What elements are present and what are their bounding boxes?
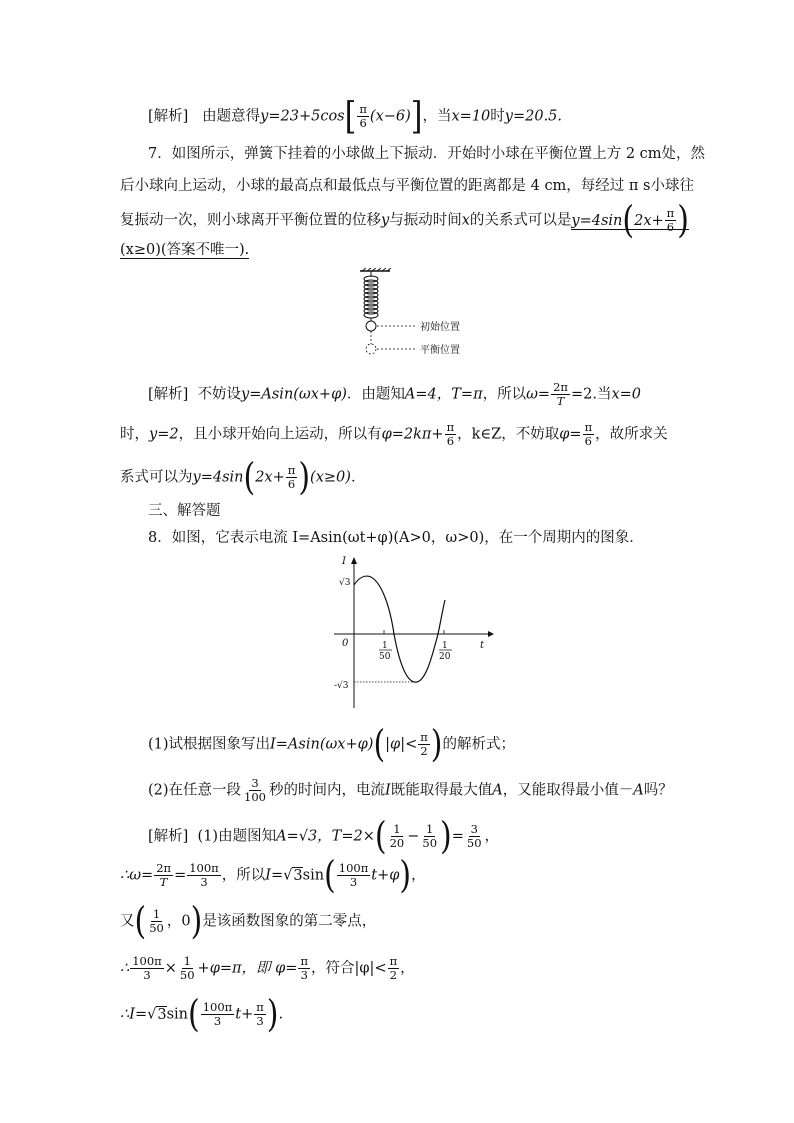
text: ，所以: [221, 867, 266, 884]
text: 吗？: [643, 782, 673, 799]
fraction: [445, 421, 457, 448]
fraction: [187, 862, 221, 889]
math: A=√3，T=2×: [276, 828, 375, 845]
x2-numerator: 1: [442, 641, 448, 651]
paren-right: ): [298, 455, 311, 499]
numerator: 100π: [338, 861, 369, 875]
p7-analysis-line-2: [120, 421, 668, 448]
denominator: 50: [179, 968, 195, 982]
numerator: π: [666, 206, 675, 220]
numerator: 1: [183, 954, 191, 968]
math: y=4sin: [571, 212, 623, 229]
fraction: [388, 823, 407, 850]
numerator: 100π: [132, 954, 162, 968]
p8-sol-1: [148, 814, 500, 858]
denominator: 50: [149, 921, 164, 935]
math: ∴I=: [120, 1006, 148, 1023]
paren-left: (: [324, 853, 336, 897]
math: y: [381, 212, 390, 229]
numerator: 100π: [202, 1000, 233, 1014]
fraction: [551, 381, 570, 408]
p8-statement: 8．如图，它表示电流 I=Asin(ωt+φ)(A>0，ω>0)，在一个周期内的图象．: [148, 530, 644, 546]
text: =: [451, 828, 464, 845]
ball-equilibrium: [366, 344, 376, 354]
text: ×: [164, 960, 177, 977]
math: t+φ: [371, 867, 400, 884]
denominator: 3: [213, 1014, 222, 1028]
text: sin: [166, 1006, 189, 1023]
math: y=20.5.: [504, 108, 563, 125]
p8-sol-4: [120, 955, 415, 982]
numerator: π: [389, 954, 398, 968]
numerator: 1: [393, 822, 401, 836]
text: 既能取得最大值: [390, 782, 493, 799]
sqrt-radicand: 3: [157, 1006, 167, 1023]
math: y=2: [149, 426, 179, 443]
text: .: [278, 1006, 284, 1023]
prev-analysis-line: [148, 94, 563, 138]
denominator: 100: [244, 790, 266, 804]
denominator: 3: [349, 875, 358, 889]
math: A=4，T=π: [404, 386, 483, 403]
t-axis-label: t: [480, 640, 485, 651]
math: φ=2kπ+: [381, 426, 444, 443]
numerator: 1: [152, 907, 161, 921]
paren-left: (: [134, 899, 147, 943]
text: ，: [411, 867, 426, 884]
p7-line-2: 后小球向上运动，小球的最高点和最低点与平衡位置的距离都是 4 cm，每经过 π s小球往: [120, 178, 694, 194]
fraction: [154, 862, 173, 889]
paren-right: ): [430, 722, 443, 766]
fraction: [465, 823, 484, 850]
p7-line-3: [120, 198, 689, 242]
fraction: [337, 862, 371, 889]
fraction: [242, 777, 268, 804]
paren-left: (: [374, 814, 387, 858]
numerator: π: [446, 420, 455, 434]
math: 2x+: [634, 212, 664, 229]
denominator: T: [159, 875, 168, 889]
numerator: 1: [426, 822, 434, 836]
text: 又: [120, 913, 135, 930]
math: ω=: [526, 386, 551, 403]
text: (1)试根据图象写出: [148, 736, 271, 753]
fraction: [665, 207, 677, 234]
denominator: 2: [420, 744, 428, 758]
text: (2)在任意一段: [148, 782, 242, 799]
text: −: [407, 828, 420, 845]
text: ，: [484, 828, 500, 845]
text: =2.当: [570, 386, 612, 403]
text: 与振动时间: [389, 212, 462, 229]
math: t+: [235, 1006, 254, 1023]
numerator: π: [287, 463, 296, 477]
text: sin: [302, 867, 325, 884]
fraction: [583, 421, 595, 448]
math: φ=: [559, 426, 582, 443]
p8-sol-2: ∴ω= $\frac{2\pi}{T}$ = $\frac{100\pi}{3}$ ，所以I=√3sin( $\frac{100\pi}{3}$ t+φ)，: [120, 853, 426, 897]
numerator: π: [359, 102, 367, 116]
denominator: 6: [446, 434, 455, 448]
p7-line-4: [120, 239, 249, 261]
fraction: [201, 1001, 235, 1028]
equilibrium-position-label: 平衡位置: [420, 345, 460, 356]
p7-line-1: 7．如图所示，弹簧下挂着的小球做上下振动．开始时小球在平衡位置上方 2 cm处，然: [148, 146, 706, 162]
paren-left: (: [622, 198, 635, 242]
p8-q1: [148, 722, 516, 766]
math: |φ|<: [385, 736, 418, 753]
p7-analysis-line-3: [120, 455, 366, 499]
answer-continued: (x≥0)(答案不唯一).: [120, 242, 250, 258]
denominator: 3: [200, 875, 208, 889]
denominator: 6: [287, 477, 296, 491]
analysis-label: [解析]: [148, 386, 189, 403]
section-heading: 三、解答题: [148, 503, 221, 519]
denominator: 3: [143, 968, 151, 982]
y-top-label: √3: [339, 578, 351, 588]
spring-coil: [364, 276, 378, 318]
math: 2x+: [255, 469, 285, 486]
ball-initial: [366, 321, 376, 331]
text: ，当: [422, 108, 452, 125]
x1-numerator: 1: [382, 641, 388, 651]
paren-right: ): [440, 814, 452, 858]
text: 的关系式可以是: [469, 212, 572, 229]
denominator: 6: [359, 116, 367, 130]
text: 时: [490, 108, 505, 125]
numerator: π: [300, 954, 309, 968]
text: ，且小球开始向上运动，所以有: [178, 426, 382, 443]
text: 由题意得: [202, 108, 261, 125]
fraction: [178, 955, 197, 982]
p8-q2: [148, 777, 673, 804]
math: I: [385, 782, 391, 799]
numerator: π: [584, 420, 593, 434]
text: 不妨设: [197, 386, 242, 403]
fraction: [357, 103, 369, 130]
numerator: 2π: [553, 380, 568, 394]
text: 秒的时间内，电流: [269, 782, 385, 799]
sqrt-radicand: 3: [293, 867, 303, 884]
bracket-right: ]: [410, 94, 423, 138]
numerator: 100π: [189, 861, 219, 875]
initial-position-label: 初始位置: [420, 322, 460, 333]
paren-left: (: [188, 992, 200, 1036]
spring-figure: [350, 268, 490, 360]
denominator: 3: [300, 968, 308, 982]
fraction: [130, 955, 164, 982]
text: ，: [400, 960, 415, 977]
paren-right: ): [266, 992, 279, 1036]
numerator: π: [256, 1000, 264, 1014]
text: ，故所求关: [595, 426, 668, 443]
y-bottom-label: -√3: [334, 681, 349, 691]
math: I=: [265, 867, 284, 884]
fraction: [418, 731, 430, 758]
math: I=Asin(ωx+φ): [270, 736, 374, 753]
text: 复振动一次，则小球离开平衡位置的位移: [120, 212, 381, 229]
math: x=10: [451, 108, 491, 125]
math: x=0: [611, 386, 642, 403]
fraction: [254, 1001, 266, 1028]
origin-label: 0: [342, 638, 349, 649]
text: ，又能取得最小值－: [502, 782, 634, 799]
fraction: [298, 955, 310, 982]
paren-left: (: [373, 722, 386, 766]
denominator: 6: [584, 434, 592, 448]
math: y=23+5cos: [260, 108, 345, 125]
paren-right: ): [190, 899, 203, 943]
i-axis-label: I: [342, 556, 346, 567]
math: x: [461, 212, 470, 229]
x2-denominator: 20: [439, 652, 451, 662]
numerator: π: [420, 730, 428, 744]
paren-right: ): [399, 853, 412, 897]
p8-sol-3: [120, 899, 377, 943]
text: ，0: [166, 913, 191, 930]
text: 的解析式；: [442, 736, 516, 753]
numerator: 2π: [156, 861, 172, 875]
text: ，所以: [482, 386, 527, 403]
math: y=Asin(ωx+φ): [241, 386, 347, 403]
denominator: 6: [666, 220, 675, 234]
numerator: 3: [470, 822, 478, 836]
denominator: T: [556, 394, 565, 408]
math: A: [633, 782, 644, 799]
denominator: 2: [389, 968, 398, 982]
math: ∴: [120, 960, 130, 977]
math: (x≥0)．: [310, 469, 366, 486]
fraction: [420, 823, 439, 850]
analysis-label: [解析]: [148, 108, 189, 125]
paren-right: ): [677, 198, 689, 242]
text: ，符合|φ|<: [311, 960, 387, 977]
t-axis-arrow: [488, 631, 494, 637]
current-graph: [320, 552, 500, 712]
p7-analysis-line-1: [148, 381, 641, 408]
analysis-label: [解析]: [148, 828, 189, 845]
text: ．由题知: [346, 386, 405, 403]
text: 系式可以为: [120, 469, 193, 486]
text: (1)由题图知: [197, 828, 277, 845]
math: ∴ω=: [120, 867, 154, 884]
text: ，k∈Z，不妨取: [457, 426, 560, 443]
numerator: 3: [251, 776, 259, 790]
math: +φ=π，即 φ=: [197, 960, 298, 977]
text: 是该函数图象的第二零点，: [202, 913, 377, 930]
x1-denominator: 50: [379, 652, 391, 662]
fraction: [147, 908, 166, 935]
answer-blank: [571, 198, 689, 242]
denominator: 20: [389, 836, 405, 850]
text: =: [174, 867, 187, 884]
p8-sol-5: ∴I=√3sin( $\frac{100\pi}{3}$ t+ $\frac{\pi}{3}$ ).: [120, 992, 284, 1036]
sine-curve: [354, 576, 445, 682]
fraction: [388, 955, 400, 982]
denominator: 50: [466, 836, 482, 850]
text: 时，: [120, 426, 149, 443]
fraction: [286, 464, 298, 491]
denominator: 50: [422, 836, 438, 850]
paren-left: (: [243, 455, 256, 499]
math: A: [492, 782, 503, 799]
i-axis-arrow: [351, 557, 357, 564]
math: y=4sin: [192, 469, 244, 486]
bracket-left: [: [344, 94, 357, 138]
math: (x−6): [369, 108, 411, 125]
denominator: 3: [256, 1014, 264, 1028]
